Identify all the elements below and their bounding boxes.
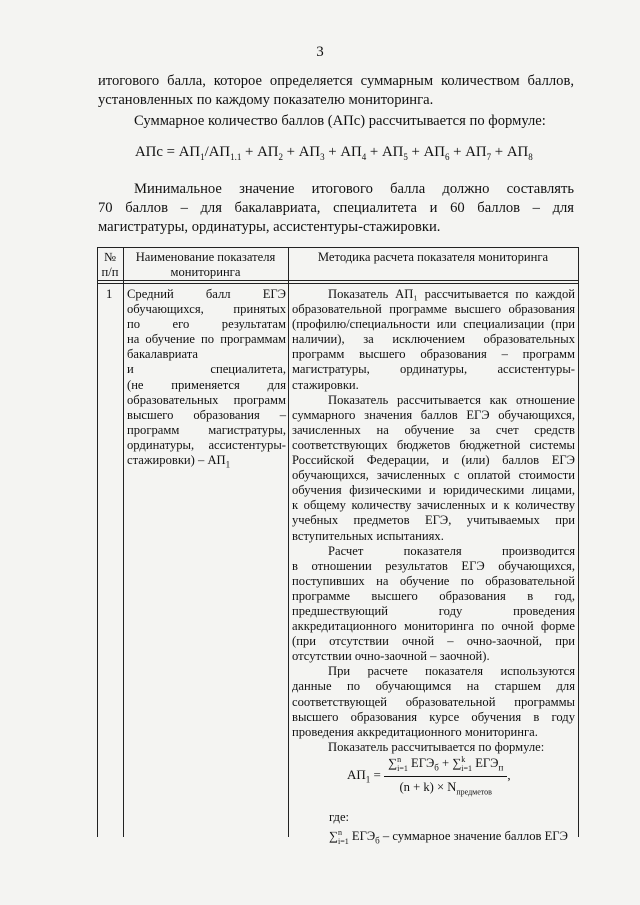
formula-term: $АП_3$ [298, 144, 325, 162]
text-line: Суммарное количество баллов (АПс) рассчитывается по формуле: [134, 113, 546, 129]
where-label: где: [329, 810, 350, 824]
formula-term: $АП_1$ [178, 144, 205, 162]
main-formula: АПс = $АП_1/АП_{1.1} + АП_2 + АП_3 + АП_4 + АП_5 + АП_6 + АП_7 + АП_8$ [135, 144, 533, 162]
method-cell [292, 287, 575, 755]
min-value-paragraph [98, 180, 574, 237]
formula-numerator: ∑$^n_{i=1}$ $ЕГЭ_б + \sum^k_{i=1}$ $ЕГЭ_п$ [384, 755, 507, 777]
text-line: Минимальное значение итогового балла должно составлять [134, 181, 574, 197]
text-line: магистратуры, ординатуры, ассистентуры-стажировки. [98, 219, 441, 235]
intro-paragraph [98, 72, 574, 110]
page-number: 3 [316, 44, 324, 60]
api-formula: $АП_1$ = $\frac{\sum^n_{i=1} ЕГЭ_б + \sum^k_{i=1} ЕГЭ_п}{(n + k) \times N_{предметов}}$ , [347, 755, 511, 797]
monitoring-table [97, 247, 579, 846]
text-line: 70 баллов – для бакалавриата, специалитета и 60 баллов – для [98, 200, 574, 216]
formula-term: $АП_8$ [506, 144, 533, 162]
formula-fraction [384, 755, 507, 796]
method-paragraph-2: Показатель рассчитывается как отношение суммарного значения баллов ЕГЭ обучающихся, зачисленных на обучение за счет средств соответствующих бюджетов бюджетной системы Российской Федерации, и (или) баллов ЕГЭ обучающихся, зачисленных с оплатой стоимости обучения физическими и юридическими лицами, к общему количеству зачисленных и к количеству учебных предметов ЕГЭ, учитываемых при вступительных испытаниях. [292, 392, 575, 543]
method-paragraph-1: Показатель АП₁ рассчитывается по каждой образовательной программе высшего образования (профилю/специальности или специализации (при наличии), за исключением образовательных программ высшего образования – программ магистратуры, ординатуры, ассистентуры- стажировки. [292, 287, 575, 392]
method-paragraph-4: При расчете показателя используются данные по обучающимся на старшем для соответствующей образовательной программы высшего образования курсе обучения в году проведения аккредитационного мониторинга. [292, 664, 575, 739]
method-paragraph-5: Показатель рассчитывается по формуле: [328, 739, 545, 754]
formula-term: $АП_2$ [257, 144, 283, 162]
formula-term: $АП_4$ [340, 144, 367, 162]
formula-lhs: АПс = [135, 144, 179, 160]
formula-denominator: $(n + k) \times N_{предметов}$ [399, 779, 492, 797]
formula-term: $АП_5$ [381, 144, 408, 162]
header-num: № п/п [101, 250, 119, 280]
header-name: Наименование показателя мониторинга [135, 250, 276, 280]
formula-lhs: $АП_1$ = [347, 766, 381, 785]
text-line: итогового балла, которое определяется суммарным количеством баллов, [98, 73, 574, 89]
formula-term: $АП_6$ [423, 144, 450, 162]
method-paragraph-3: Расчет показателя производится в отношении результатов ЕГЭ обучающихся, поступивших на обучение по образовательной программе высшего образования в год, предшествующий году проведения аккредитационного мониторинга по очной форме (при отсутствии очной – очно-заочной, при отсутствии очно-заочной – заочной). [292, 543, 575, 664]
text-line: установленных по каждому показателю мониторинга. [98, 92, 434, 108]
sum-sentence [98, 112, 574, 131]
indicator-name: Средний балл ЕГЭ обучающихся, принятых по его результатам на обучение по программам бакалавриата и специалитета, (не применяется для образовательных программ высшего образования – программ магистратуры, ординатуры, ассистентуры- стажировки) – $АП_1$ [127, 287, 286, 470]
row-number: 1 [106, 287, 113, 301]
formula-term: $АП_7$ [465, 144, 492, 162]
formula-term: $АП_{1.1}$ [208, 144, 242, 162]
where-definition: ∑$^n_{i=1}$ $ЕГЭ_б$ – суммарное значение баллов ЕГЭ [329, 828, 568, 846]
header-method: Методика расчета показателя мониторинга [317, 250, 549, 264]
